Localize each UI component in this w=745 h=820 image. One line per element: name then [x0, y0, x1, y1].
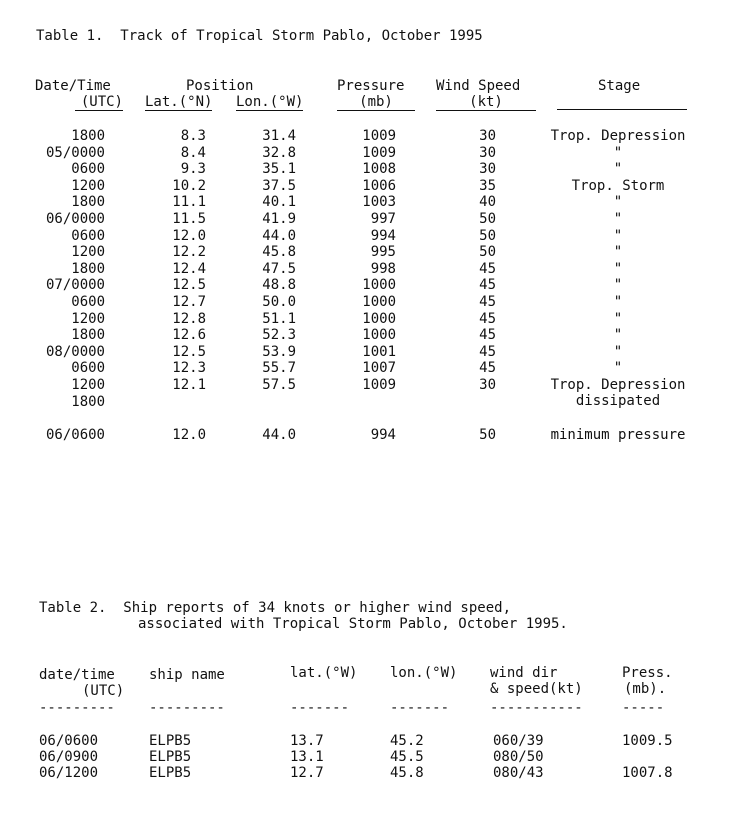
cell-stage: dissipated [575, 392, 661, 409]
cell-lat: 12.1 [172, 377, 206, 393]
cell-wind: 50 [479, 427, 496, 443]
cell-lon: 45.8 [390, 765, 424, 781]
header-pressure-unit: (mb) [337, 94, 415, 111]
cell-wind: 40 [479, 194, 496, 211]
cell-stage: " [613, 294, 623, 310]
cell-time: 06/0600 [45, 427, 105, 443]
cell-stage: " [613, 227, 623, 244]
cell-press: 1009.5 [622, 733, 673, 749]
cell-lon: 40.1 [262, 194, 296, 211]
t2-header-ship: ship name [149, 667, 225, 683]
cell-lon: 45.2 [390, 733, 424, 749]
cell-pressure: 1000 [362, 327, 396, 344]
cell-stage: " [613, 277, 623, 294]
table-2-caption-line1: Table 2. Ship reports of 34 knots or higher wind speed, [39, 600, 512, 616]
cell-wind: 45 [479, 277, 496, 294]
cell-time: 1800 [71, 393, 105, 410]
cell-lat: 9.3 [180, 161, 206, 178]
header-position: Position [186, 78, 254, 94]
cell-lat: 12.5 [172, 277, 206, 294]
cell-wind: 060/39 [493, 733, 544, 749]
cell-lon: 57.5 [262, 377, 296, 393]
cell-time: 1200 [71, 377, 105, 393]
cell-lon: 31.4 [262, 128, 296, 144]
cell-time: 0600 [71, 227, 105, 244]
cell-wind: 50 [479, 211, 496, 227]
cell-ship: ELPB5 [149, 749, 192, 765]
cell-stage: " [613, 244, 623, 261]
cell-pressure: 997 [370, 211, 396, 227]
cell-time: 1800 [71, 327, 105, 344]
cell-lon: 55.7 [262, 360, 296, 377]
cell-stage: Trop. Depression [550, 377, 686, 393]
cell-lon: 44.0 [262, 427, 296, 443]
cell-time: 06/0000 [45, 211, 105, 227]
t2-header-wind: wind dir [490, 665, 558, 681]
cell-stage: " [613, 360, 623, 377]
cell-wind: 50 [479, 244, 496, 261]
cell-pressure: 1006 [362, 177, 396, 194]
cell-lat: 12.6 [172, 327, 206, 344]
t2-header-lat: lat.(°W) [290, 665, 358, 681]
cell-stage: " [613, 194, 623, 211]
cell-lon: 48.8 [262, 277, 296, 294]
cell-wind: 45 [479, 260, 496, 277]
cell-lat: 13.7 [290, 733, 324, 749]
cell-pressure: 1000 [362, 310, 396, 327]
cell-lat: 12.2 [172, 244, 206, 261]
header-lat: Lat.(°N) [145, 94, 213, 110]
cell-time: 1800 [71, 260, 105, 277]
cell-wind: 30 [479, 161, 496, 178]
cell-lat: 12.8 [172, 310, 206, 327]
cell-lon: 52.3 [262, 327, 296, 344]
cell-time: 05/0000 [45, 144, 105, 161]
cell-stage: " [613, 310, 623, 327]
cell-pressure: 1000 [362, 277, 396, 294]
cell-lat: 12.0 [172, 427, 206, 443]
cell-lat: 13.1 [290, 749, 324, 765]
header-datetime: Date/Time [35, 78, 111, 94]
cell-time: 0600 [71, 294, 105, 310]
cell-time: 0600 [71, 360, 105, 377]
cell-lat: 12.0 [172, 227, 206, 244]
cell-time: 06/0600 [39, 733, 99, 749]
cell-lon: 45.5 [390, 749, 424, 765]
t2-dash-datetime: --------- [39, 700, 115, 716]
cell-ship: ELPB5 [149, 733, 192, 749]
cell-press: 1007.8 [622, 765, 673, 781]
cell-time: 06/1200 [39, 765, 99, 781]
cell-stage: " [613, 343, 623, 360]
cell-stage: Trop. Storm [571, 177, 665, 194]
cell-pressure: 1003 [362, 194, 396, 211]
header-wind: Wind Speed [436, 78, 521, 94]
t2-dash-ship: --------- [149, 700, 225, 716]
header-pressure: Pressure [337, 78, 405, 94]
header-wind-unit: (kt) [436, 94, 536, 111]
cell-wind: 45 [479, 310, 496, 327]
cell-wind: 50 [479, 227, 496, 244]
cell-pressure: 1000 [362, 294, 396, 310]
cell-lon: 35.1 [262, 161, 296, 178]
t2-header-press-unit: (mb). [624, 681, 667, 697]
cell-wind: 30 [479, 377, 496, 393]
cell-lat: 12.5 [172, 343, 206, 360]
t2-dash-lat: ------- [290, 700, 350, 716]
cell-lat: 11.1 [172, 194, 206, 211]
cell-stage: " [613, 144, 623, 161]
cell-pressure: 1008 [362, 161, 396, 178]
cell-lon: 41.9 [262, 211, 296, 227]
table-row [0, 749, 745, 765]
cell-lon: 37.5 [262, 177, 296, 194]
header-stage: Stage [598, 78, 641, 94]
cell-lon: 32.8 [262, 144, 296, 161]
header-datetime-unit: (UTC) [75, 94, 123, 111]
cell-pressure: 1007 [362, 360, 396, 377]
cell-lon: 45.8 [262, 244, 296, 261]
cell-stage: minimum pressure [550, 427, 686, 443]
cell-lat: 11.5 [172, 211, 206, 227]
cell-stage: " [613, 260, 623, 277]
cell-pressure: 998 [370, 260, 396, 277]
cell-wind: 45 [479, 327, 496, 344]
table-1-caption: Table 1. Track of Tropical Storm Pablo, October 1995 [36, 28, 483, 44]
cell-stage: " [613, 211, 623, 227]
cell-stage: " [613, 327, 623, 344]
cell-time: 1200 [71, 244, 105, 261]
cell-wind: 30 [479, 128, 496, 144]
cell-lon: 50.0 [262, 294, 296, 310]
table-2-caption-line2: associated with Tropical Storm Pablo, October 1995. [138, 616, 568, 632]
cell-lat: 10.2 [172, 177, 206, 194]
cell-pressure: 995 [370, 244, 396, 261]
cell-wind: 30 [479, 144, 496, 161]
cell-lon: 51.1 [262, 310, 296, 327]
cell-time: 07/0000 [45, 277, 105, 294]
cell-wind: 45 [479, 360, 496, 377]
table-row [0, 765, 745, 781]
cell-time: 1800 [71, 128, 105, 144]
table-row [0, 733, 745, 749]
t2-header-lon: lon.(°W) [390, 665, 458, 681]
cell-pressure: 1009 [362, 144, 396, 161]
cell-ship: ELPB5 [149, 765, 192, 781]
t2-header-wind-unit: & speed(kt) [490, 681, 583, 697]
cell-pressure: 1009 [362, 377, 396, 393]
header-lon: Lon.(°W) [236, 94, 304, 110]
cell-lat: 8.3 [180, 128, 206, 144]
cell-time: 08/0000 [45, 343, 105, 360]
cell-lat: 8.4 [180, 144, 206, 161]
t2-dash-press: ----- [622, 700, 665, 716]
t2-header-datetime: date/time [39, 667, 115, 683]
cell-wind: 45 [479, 343, 496, 360]
cell-time: 1200 [71, 310, 105, 327]
t2-dash-lon: ------- [390, 700, 450, 716]
cell-lon: 47.5 [262, 260, 296, 277]
cell-wind: 35 [479, 177, 496, 194]
cell-lat: 12.7 [290, 765, 324, 781]
t2-header-datetime-unit: (UTC) [82, 683, 125, 699]
cell-time: 06/0900 [39, 749, 99, 765]
cell-stage: Trop. Depression [550, 128, 686, 144]
cell-wind: 080/43 [493, 765, 544, 781]
cell-wind: 45 [479, 294, 496, 310]
cell-time: 0600 [71, 161, 105, 178]
cell-pressure: 994 [370, 427, 396, 443]
cell-lon: 53.9 [262, 343, 296, 360]
cell-wind: 080/50 [493, 749, 544, 765]
cell-pressure: 1001 [362, 343, 396, 360]
cell-lat: 12.7 [172, 294, 206, 310]
cell-pressure: 1009 [362, 128, 396, 144]
cell-lat: 12.4 [172, 260, 206, 277]
cell-lon: 44.0 [262, 227, 296, 244]
cell-time: 1800 [71, 194, 105, 211]
t2-dash-wind: ----------- [490, 700, 583, 716]
cell-pressure: 994 [370, 227, 396, 244]
cell-lat: 12.3 [172, 360, 206, 377]
cell-stage: " [613, 161, 623, 178]
t2-header-press: Press. [622, 665, 673, 681]
cell-time: 1200 [71, 177, 105, 194]
